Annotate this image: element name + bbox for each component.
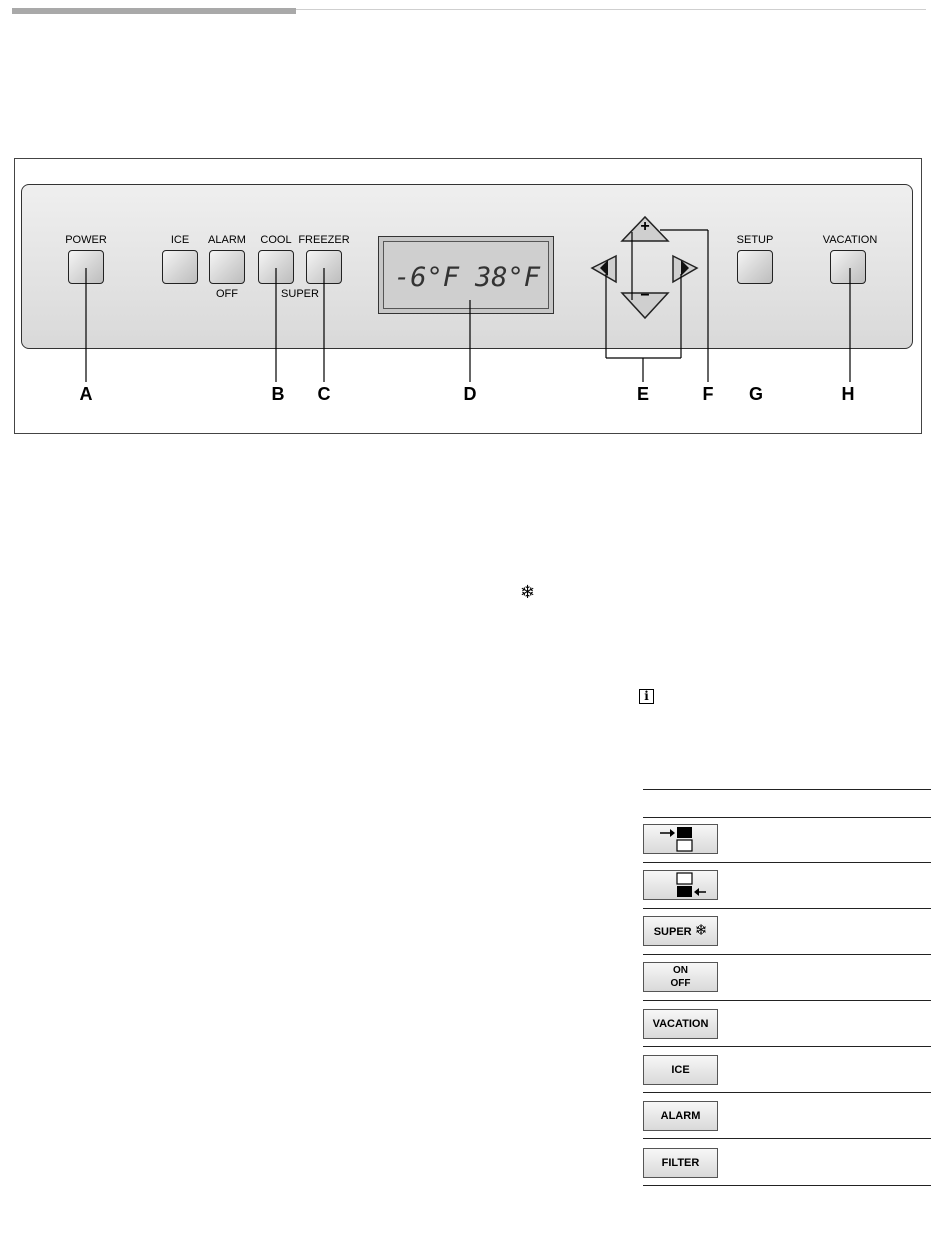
arrow-from-freezer-icon [643,870,718,900]
table-row-rule [643,862,931,863]
table-row-rule [643,1000,931,1001]
ice-icon [643,1055,718,1085]
on-off-icon [643,962,718,992]
ice-label: ICE [170,234,190,246]
table-row-rule [643,1046,931,1047]
freezer-label: FREEZER [298,234,350,246]
ice-symbol-label: ICE [671,1064,690,1076]
vacation-label: VACATION [822,234,878,246]
table-bottom-rule [643,1185,931,1186]
alarm-off-label: OFF [216,288,238,300]
callout-b: B [271,384,285,404]
callout-d: D [463,384,477,404]
info-icon: i [639,689,654,704]
plus-glyph: + [640,218,650,235]
table-row-rule [643,908,931,909]
super-symbol-label: SUPER [653,926,692,938]
table-header-rule [643,817,931,818]
alarm-label: ALARM [208,234,246,246]
on-symbol-label: ON [673,965,688,976]
vacation-symbol-label: VACATION [652,1018,709,1030]
table-top-rule [643,789,931,790]
alarm-symbol-label: ALARM [660,1110,701,1122]
callout-g: G [748,384,764,404]
callout-a: A [79,384,93,404]
callout-leader-lines [86,230,850,382]
callout-h: H [841,384,855,404]
minus-glyph: − [640,287,650,304]
vacation-icon [643,1009,718,1039]
setup-label: SETUP [736,234,774,246]
table-row-rule [643,1138,931,1139]
alarm-icon [643,1101,718,1131]
filter-symbol-label: FILTER [661,1157,700,1169]
callout-e: E [636,384,650,404]
filter-icon [643,1148,718,1178]
snowflake-icon: ❄ [520,582,536,602]
power-label: POWER [65,234,107,246]
freezer-temperature: -6°F [394,262,460,293]
snowflake-icon: ❄ [694,922,708,939]
callout-f: F [702,384,714,404]
arrow-to-freezer-icon [643,824,718,854]
callout-c: C [317,384,331,404]
cool-label: COOL [260,234,292,246]
table-row-rule [643,1092,931,1093]
super-label: SUPER [281,288,319,300]
off-symbol-label: OFF [670,978,691,989]
table-row-rule [643,954,931,955]
refrigerator-temperature: 38°F [474,262,540,293]
super-snowflake-icon [643,916,718,946]
